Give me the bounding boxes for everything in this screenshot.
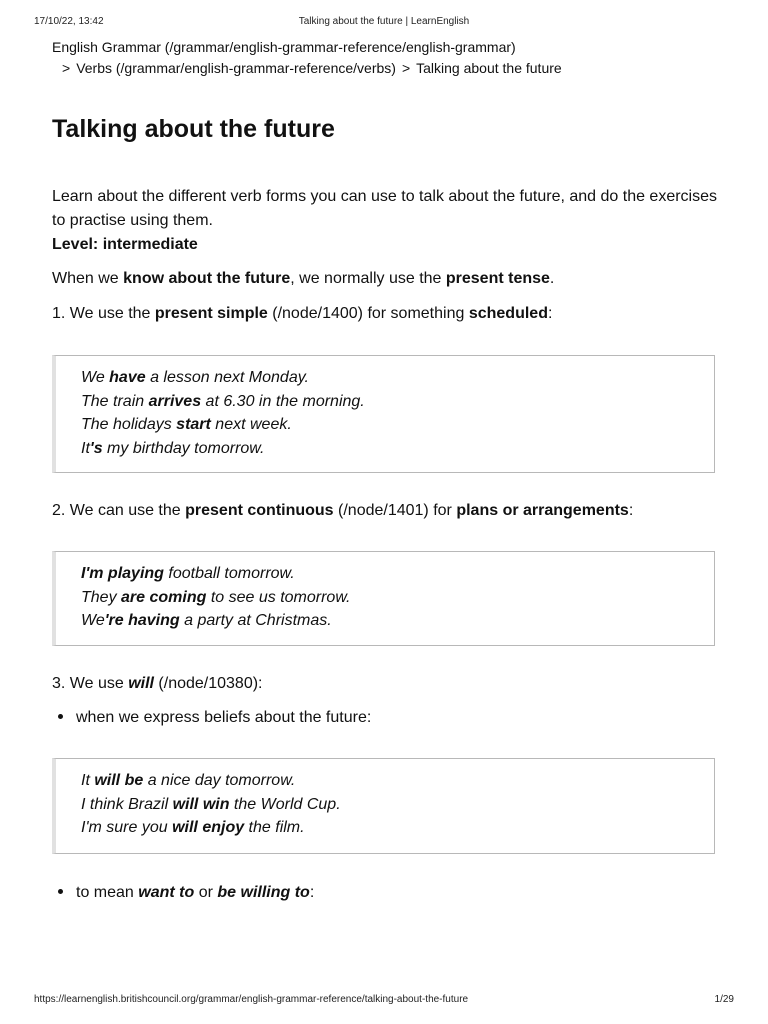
example-box-will-beliefs [52,758,715,854]
page-number: 1/29 [714,994,734,1005]
bullet-willing: to mean want to or be willing to: [58,881,708,905]
bullet-beliefs: when we express beliefs about the future: [58,706,708,730]
bullet-dot [58,889,63,894]
print-date: 17/10/22, 13:42 [34,16,104,27]
intro-text: Learn about the different verb forms you can use to talk about the future, and do the exercises to practise using them. [52,188,718,229]
breadcrumb-link-english-grammar[interactable]: English Grammar (/grammar/english-grammar-reference/english-grammar) [52,39,516,55]
breadcrumb-current: Talking about the future [416,60,562,76]
paragraph-know-future: When we know about the future, we normally use the present tense. [52,270,555,287]
bullet-dot [58,714,63,719]
example-box-present-continuous [52,551,715,646]
example-sentence: I'm sure you will enjoy the film. [81,819,305,836]
example-sentence: It's my birthday tomorrow. [81,439,265,457]
example-sentence: The holidays start next week. [81,416,292,433]
level-label: Level: intermediate [52,236,198,253]
point-2-present-continuous: 2. We can use the present continuous (/node/1401) for plans or arrangements: [52,502,634,519]
example-sentence: I think Brazil will win the World Cup. [81,795,341,813]
breadcrumb-separator: > [401,60,411,76]
breadcrumb-link-verbs[interactable]: Verbs (/grammar/english-grammar-reference/verbs) [76,60,396,76]
example-sentence: The train arrives at 6.30 in the morning. [81,392,365,410]
example-sentence: I'm playing football tomorrow. [81,565,295,582]
example-sentence: We have a lesson next Monday. [81,369,309,386]
example-box-present-simple [52,355,715,473]
print-url: https://learnenglish.britishcouncil.org/grammar/english-grammar-reference/talking-about-the-future [34,994,469,1005]
print-header [34,16,734,30]
example-sentence: It will be a nice day tomorrow. [81,772,296,789]
print-page-title: Talking about the future | LearnEnglish [298,16,470,27]
point-3-will: 3. We use will (/node/10380): [52,675,263,692]
breadcrumb [52,37,732,79]
example-sentence: We're having a party at Christmas. [81,612,332,629]
breadcrumb-separator: > [62,60,71,76]
example-sentence: They are coming to see us tomorrow. [81,588,351,606]
intro-section [52,185,722,257]
point-1-present-simple: 1. We use the present simple (/node/1400) for something scheduled: [52,305,553,322]
page-title: Talking about the future [52,115,335,143]
